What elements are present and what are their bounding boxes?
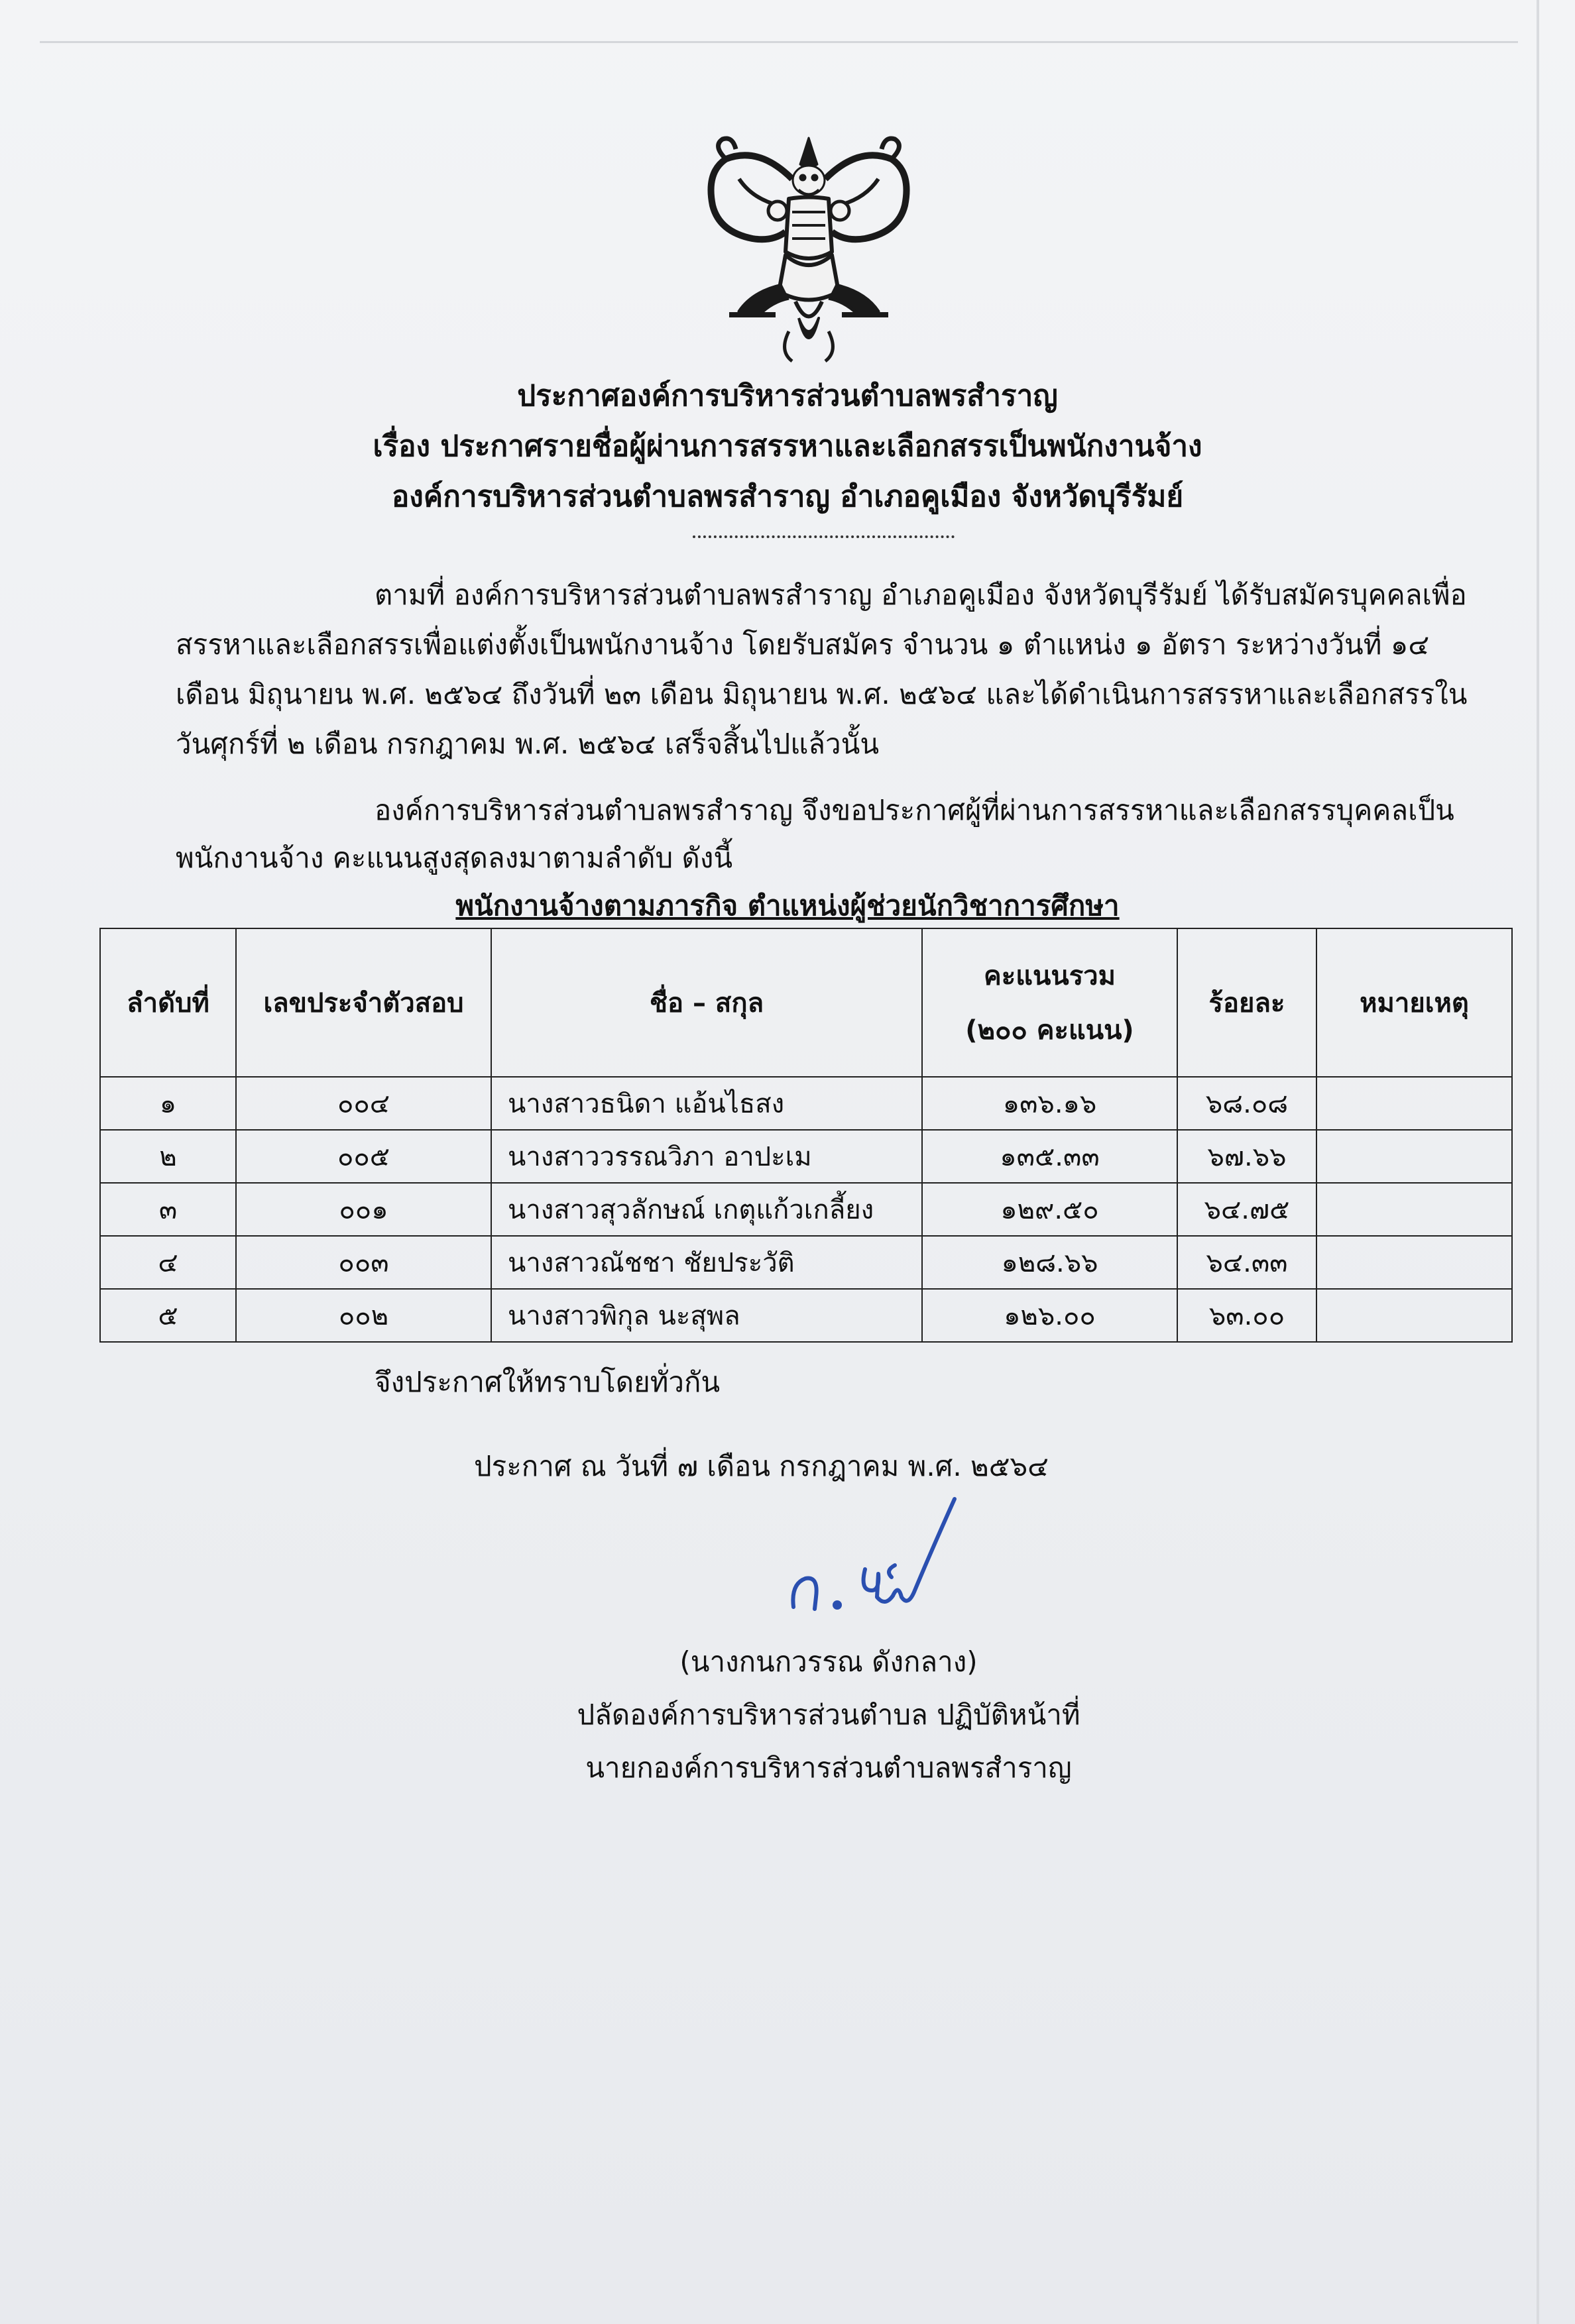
table-row	[100, 1236, 1512, 1289]
cell-name: นางสาววรรณวิภา อาปะเม	[491, 1130, 922, 1183]
scan-edge-right	[1537, 0, 1539, 2324]
paragraph2-line1: องค์การบริหารส่วนตำบลพรสำราญ จึงขอประกาศผู้ที่ผ่านการสรรหาและเลือกสรรบุคคลเป็น	[375, 794, 1454, 826]
signatory-title-1: ปลัดองค์การบริหารส่วนตำบล ปฏิบัติหน้าที่	[577, 1698, 1080, 1731]
cell-order: ๒	[100, 1130, 236, 1183]
cell-remark	[1316, 1183, 1512, 1236]
paragraph1-line1: ตามที่ องค์การบริหารส่วนตำบลพรสำราญ อำเภอคูเมือง จังหวัดบุรีรัมย์ ได้รับสมัครบุคคลเพื่อ	[375, 579, 1467, 611]
cell-total: ๑๒๖.๐๐	[922, 1289, 1177, 1342]
table-header-row	[100, 928, 1512, 1077]
cell-percent: ๖๗.๖๖	[1177, 1130, 1316, 1183]
paragraph2-line2: พนักงานจ้าง คะแนนสูงสุดลงมาตามลำดับ ดังนี้	[176, 842, 733, 874]
col-header-total-sub: (๒๐๐ คะแนน)	[965, 1015, 1134, 1046]
cell-total: ๑๓๖.๑๖	[922, 1077, 1177, 1130]
cell-remark	[1316, 1289, 1512, 1342]
signatory-name: (นางกนกวรรณ ดังกลาง)	[679, 1645, 978, 1678]
cell-exam-id: ๐๐๑	[236, 1183, 491, 1236]
scan-edge-line	[40, 41, 1518, 43]
handwritten-signature-icon	[786, 1491, 964, 1617]
paragraph1-line3: เดือน มิถุนายน พ.ศ. ๒๕๖๔ ถึงวันที่ ๒๓ เดือน มิถุนายน พ.ศ. ๒๕๖๔ และได้ดำเนินการสรรหาและเลือกสรรใน	[176, 678, 1468, 710]
col-header-total	[922, 928, 1177, 1077]
col-header-remark: หมายเหตุ	[1316, 928, 1512, 1077]
cell-total: ๑๒๘.๖๖	[922, 1236, 1177, 1289]
cell-percent: ๖๓.๐๐	[1177, 1289, 1316, 1342]
cell-exam-id: ๐๐๓	[236, 1236, 491, 1289]
cell-order: ๕	[100, 1289, 236, 1342]
col-header-order: ลำดับที่	[100, 928, 236, 1077]
cell-name: นางสาวณัชชา ชัยประวัติ	[491, 1236, 922, 1289]
closing-notice: จึงประกาศให้ทราบโดยทั่วกัน	[375, 1366, 721, 1398]
col-header-name: ชื่อ – สกุล	[491, 928, 922, 1077]
cell-total: ๑๓๕.๓๓	[922, 1130, 1177, 1183]
cell-order: ๔	[100, 1236, 236, 1289]
position-section-title: พนักงานจ้างตามภารกิจ ตำแหน่งผู้ช่วยนักวิชาการศึกษา	[455, 889, 1120, 922]
cell-remark	[1316, 1077, 1512, 1130]
table-row	[100, 1289, 1512, 1342]
paragraph1-line2: สรรหาและเลือกสรรเพื่อแต่งตั้งเป็นพนักงานจ้าง โดยรับสมัคร จำนวน ๑ ตำแหน่ง ๑ อัตรา ระหว่างวันที่ ๑๔	[176, 628, 1430, 661]
cell-remark	[1316, 1130, 1512, 1183]
cell-exam-id: ๐๐๔	[236, 1077, 491, 1130]
col-header-total-label: คะแนนรวม	[983, 961, 1116, 991]
cell-percent: ๖๔.๓๓	[1177, 1236, 1316, 1289]
dotted-divider	[693, 535, 955, 538]
announcement-date: ประกาศ ณ วันที่ ๗ เดือน กรกฎาคม พ.ศ. ๒๕๖๔	[474, 1450, 1049, 1482]
table-row	[100, 1077, 1512, 1130]
cell-remark	[1316, 1236, 1512, 1289]
announcement-org-title: ประกาศองค์การบริหารส่วนตำบลพรสำราญ	[517, 379, 1058, 413]
cell-exam-id: ๐๐๒	[236, 1289, 491, 1342]
announcement-subject: เรื่อง ประกาศรายชื่อผู้ผ่านการสรรหาและเลือกสรรเป็นพนักงานจ้าง	[373, 429, 1202, 463]
cell-exam-id: ๐๐๕	[236, 1130, 491, 1183]
cell-name: นางสาวสุวลักษณ์ เกตุแก้วเกลี้ยง	[491, 1183, 922, 1236]
cell-order: ๓	[100, 1183, 236, 1236]
signatory-title-2: นายกองค์การบริหารส่วนตำบลพรสำราญ	[585, 1751, 1072, 1784]
table-row	[100, 1183, 1512, 1236]
paragraph1-line4: วันศุกร์ที่ ๒ เดือน กรกฎาคม พ.ศ. ๒๕๖๔ เสร็จสิ้นไปแล้วนั้น	[176, 728, 880, 760]
cell-percent: ๖๔.๗๕	[1177, 1183, 1316, 1236]
results-table	[99, 928, 1513, 1343]
col-header-exam-id: เลขประจำตัวสอบ	[236, 928, 491, 1077]
table-row	[100, 1130, 1512, 1183]
cell-name: นางสาวธนิดา แอ้นไธสง	[491, 1077, 922, 1130]
cell-name: นางสาวพิกุล นะสุพล	[491, 1289, 922, 1342]
cell-order: ๑	[100, 1077, 236, 1130]
garuda-emblem-icon	[699, 133, 918, 371]
cell-total: ๑๒๙.๕๐	[922, 1183, 1177, 1236]
cell-percent: ๖๘.๐๘	[1177, 1077, 1316, 1130]
announcement-org-location: องค์การบริหารส่วนตำบลพรสำราญ อำเภอคูเมือง จังหวัดบุรีรัมย์	[391, 480, 1184, 514]
col-header-percent: ร้อยละ	[1177, 928, 1316, 1077]
